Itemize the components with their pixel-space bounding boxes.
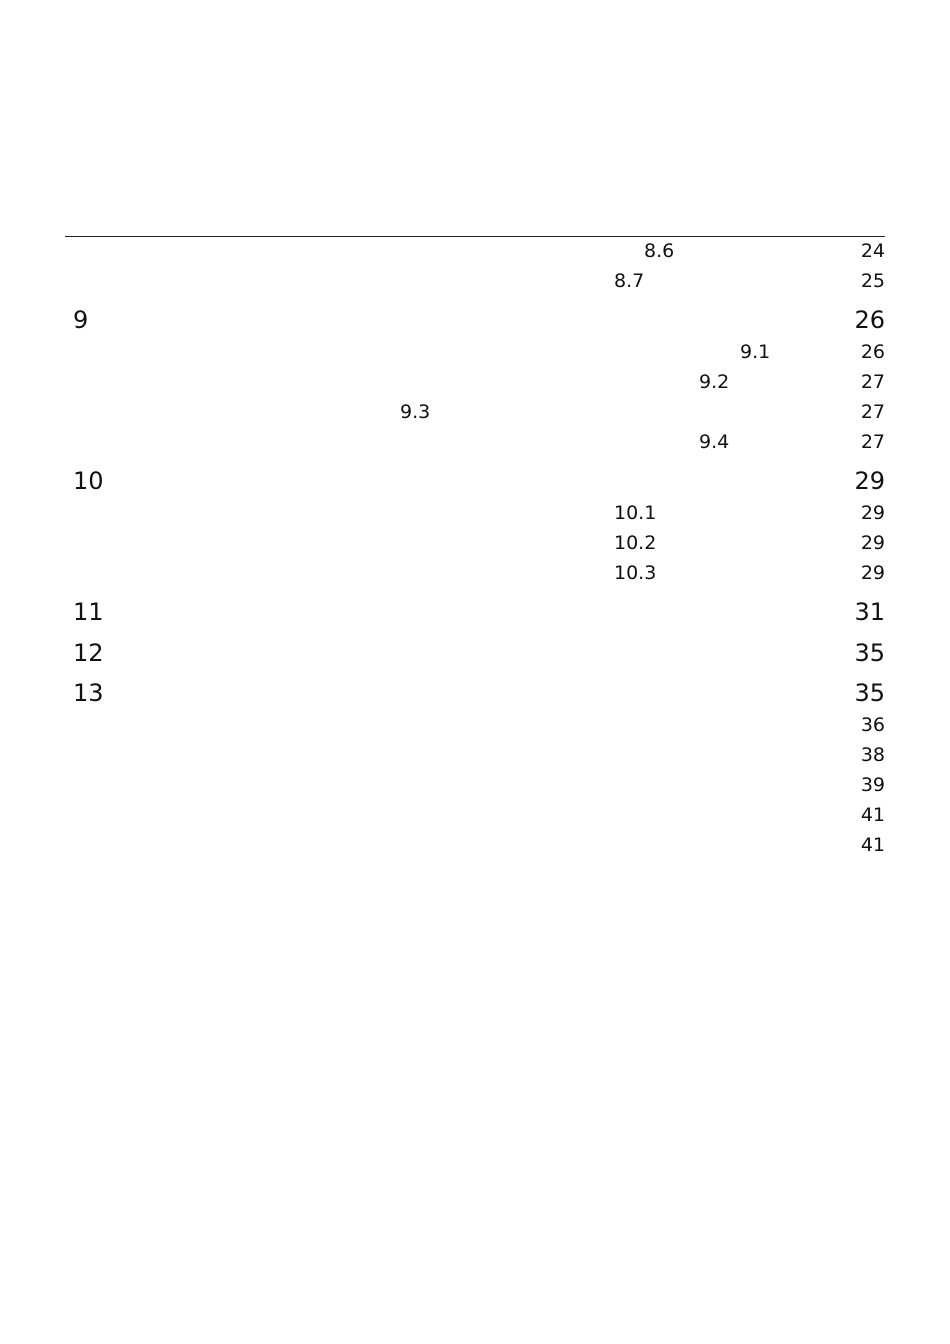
chapter-number: 10	[73, 467, 104, 496]
page-number: 25	[860, 270, 885, 292]
page-number: 41	[860, 804, 885, 826]
chapter-number: 9	[73, 306, 89, 335]
toc-entry[interactable]	[65, 338, 885, 368]
page-number: 27	[860, 401, 885, 423]
page-number: 24	[860, 240, 885, 262]
table-of-contents	[65, 237, 885, 861]
toc-entry[interactable]	[65, 499, 885, 529]
toc-entry[interactable]	[65, 711, 885, 741]
toc-entry[interactable]	[65, 801, 885, 831]
toc-chapter-entry[interactable]	[65, 671, 885, 711]
page-number: 35	[854, 679, 885, 708]
section-number: 8.7	[614, 270, 645, 292]
page-number: 38	[860, 744, 885, 766]
section-number: 9.4	[699, 431, 730, 453]
toc-entry[interactable]	[65, 267, 885, 297]
chapter-number: 11	[73, 598, 104, 627]
section-number: 9.3	[400, 401, 431, 423]
toc-chapter-entry[interactable]	[65, 458, 885, 499]
toc-entry[interactable]	[65, 237, 885, 267]
page-number: 29	[860, 562, 885, 584]
page-number: 36	[860, 714, 885, 736]
section-number: 9.1	[740, 341, 771, 363]
toc-entry[interactable]	[65, 529, 885, 559]
page-number: 26	[860, 341, 885, 363]
toc-entry[interactable]	[65, 771, 885, 801]
toc-entry[interactable]	[65, 559, 885, 589]
section-number: 10.1	[614, 502, 657, 524]
page-number: 39	[860, 774, 885, 796]
section-number: 8.6	[644, 240, 675, 262]
toc-entry[interactable]	[65, 428, 885, 458]
page-number: 41	[860, 834, 885, 856]
page-number: 27	[860, 431, 885, 453]
page-number: 26	[854, 306, 885, 335]
toc-chapter-entry[interactable]	[65, 589, 885, 630]
page-number: 29	[860, 502, 885, 524]
page-number: 29	[860, 532, 885, 554]
toc-entry[interactable]	[65, 741, 885, 771]
toc-chapter-entry[interactable]	[65, 297, 885, 338]
section-number: 10.3	[614, 562, 657, 584]
page-number: 27	[860, 371, 885, 393]
toc-chapter-entry[interactable]	[65, 630, 885, 671]
chapter-number: 12	[73, 639, 104, 668]
page-number: 35	[854, 639, 885, 668]
toc-entry[interactable]	[65, 831, 885, 861]
section-number: 10.2	[614, 532, 657, 554]
toc-entry[interactable]	[65, 398, 885, 428]
chapter-number: 13	[73, 679, 104, 708]
toc-entry[interactable]	[65, 368, 885, 398]
section-number: 9.2	[699, 371, 730, 393]
page-number: 29	[854, 467, 885, 496]
page-number: 31	[854, 598, 885, 627]
